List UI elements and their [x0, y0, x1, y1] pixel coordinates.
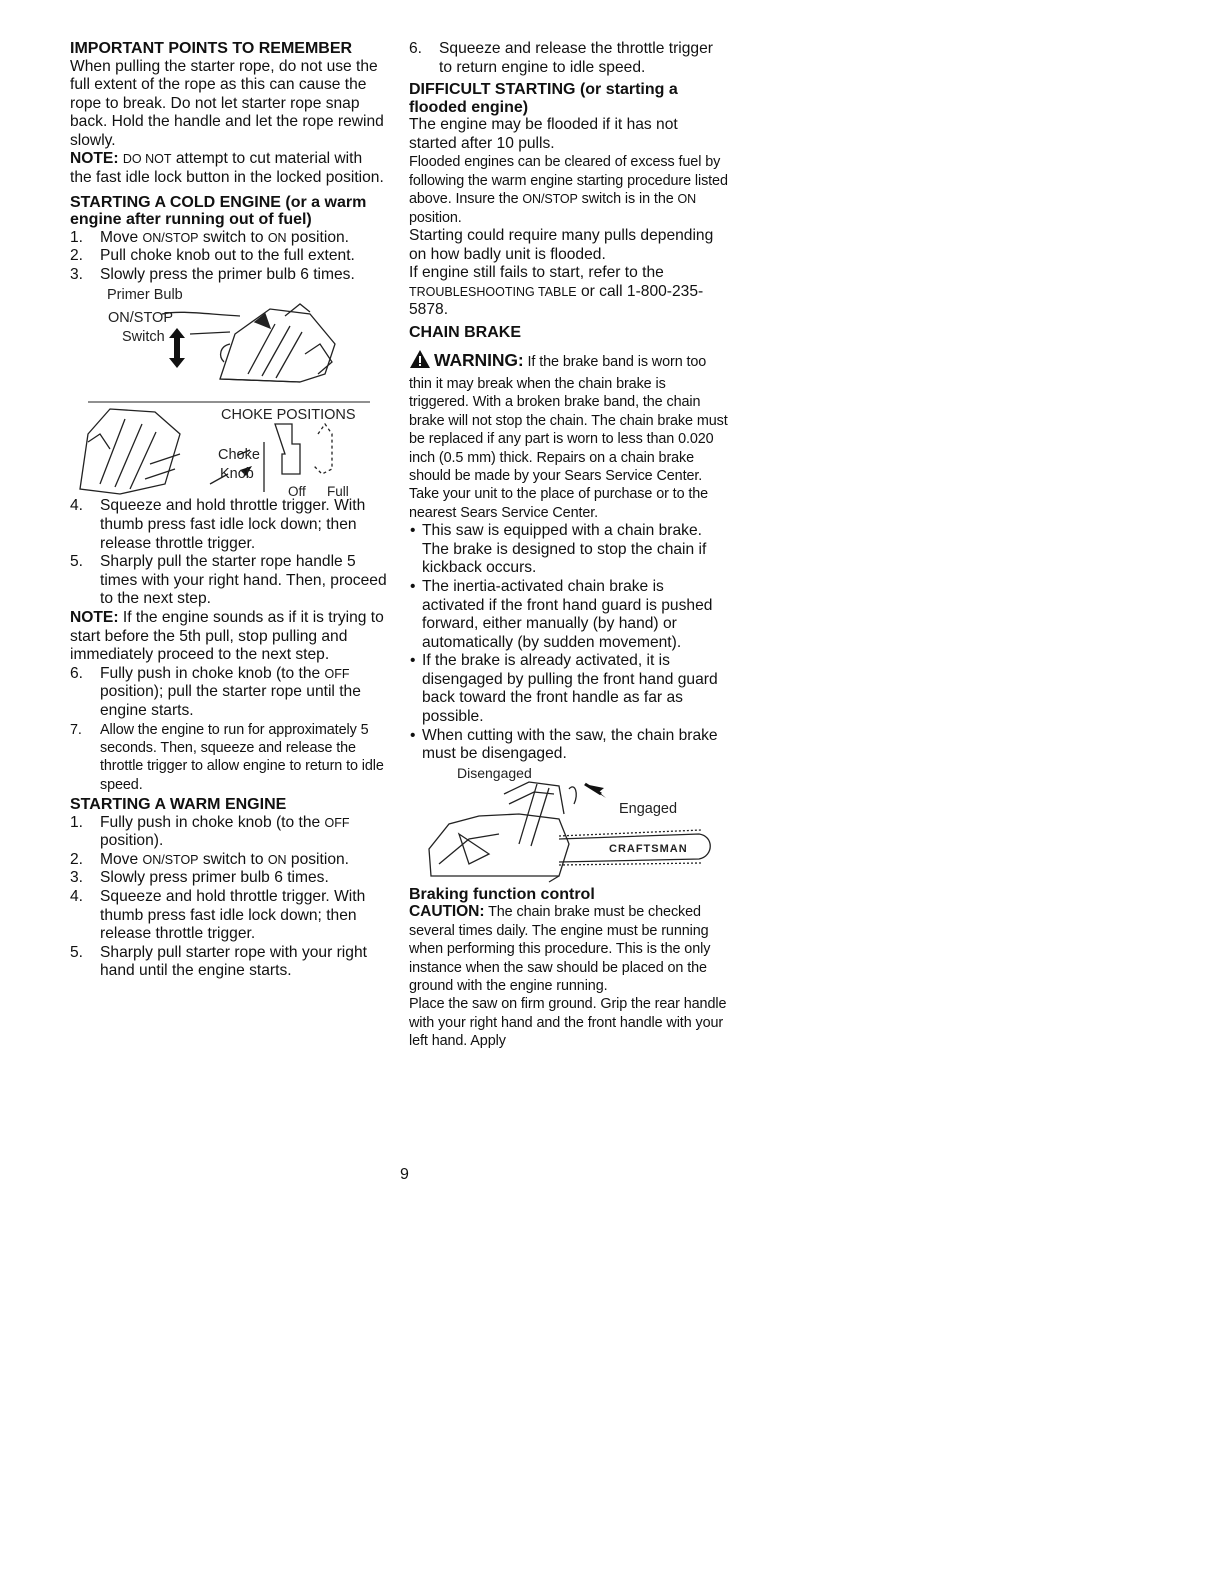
step-text: position. — [286, 850, 349, 868]
cold-engine-heading: STARTING A COLD ENGINE (or a warm engine after running out of fuel) — [70, 193, 367, 229]
list-item — [70, 229, 388, 248]
chain-brake-warning — [409, 349, 729, 522]
chain-brake-figure — [409, 764, 729, 886]
note-smallcaps: DO NOT — [122, 152, 172, 167]
choke-positions-label: CHOKE POSITIONS — [221, 407, 356, 424]
list-item — [70, 851, 388, 870]
step-number: 5. — [70, 553, 84, 571]
para-text: position. — [409, 209, 462, 226]
step-smallcaps: ON/STOP — [142, 230, 199, 245]
bullet-text: This saw is equipped with a chain brake. The brake is designed to stop the chain if kickback occurs. — [422, 522, 707, 577]
bullet-text: The inertia-activated chain brake is activated if the front hand guard is pushed forward, either manually (by hand) or automatically (by sudden movement). — [422, 577, 713, 651]
step-text: switch to — [198, 228, 268, 246]
step-number: 5. — [70, 943, 84, 961]
step-smallcaps: OFF — [324, 666, 350, 681]
step-text: switch to — [198, 850, 268, 868]
list-item — [70, 888, 388, 944]
bullet: • — [410, 726, 416, 744]
step-number: 4. — [70, 497, 84, 515]
step-number: 2. — [70, 850, 84, 868]
step-smallcaps: ON — [267, 230, 287, 245]
important-heading: IMPORTANT POINTS TO REMEMBER — [70, 40, 353, 57]
chain-brake-heading: CHAIN BRAKE — [409, 323, 521, 341]
list-item — [409, 40, 729, 77]
step-text: Sharply pull the starter rope handle 5 times with your right hand. Then, proceed to the next step. — [100, 553, 387, 608]
step-number: 1. — [70, 228, 84, 246]
list-item — [409, 652, 729, 726]
step-number: 1. — [70, 813, 84, 831]
cold-steps-list-a — [70, 229, 388, 285]
para-text: switch is in the — [577, 191, 678, 208]
step-text: Slowly press the primer bulb 6 times. — [100, 265, 355, 283]
caution-label: CAUTION: — [409, 903, 485, 921]
list-item — [409, 522, 729, 578]
list-item — [70, 721, 388, 795]
starting-controls-figure — [70, 284, 388, 500]
choke-off-label: Off — [288, 484, 306, 500]
para-text: If engine still fails to start, refer to the — [409, 264, 664, 282]
important-paragraph: When pulling the starter rope, do not use the full extent of the rope as this can cause the rope to break. Do not let starter rope snap back. Hold the handle and let the rope rewind slowly. — [70, 57, 384, 149]
list-item — [70, 944, 388, 981]
step-text: Squeeze and release the throttle trigger to return engine to idle speed. — [439, 40, 713, 76]
difficult-starting-heading: DIFFICULT STARTING (or starting a flooded engine) — [409, 81, 678, 116]
warm-steps-list — [70, 814, 388, 981]
braking-function-heading: Braking function control — [409, 885, 595, 903]
warning-text: If the brake band is worn too thin it may break when the chain brake is triggered. With a broken brake band, the chain brake will not stop the chain. The chain brake must be replaced if any part is worn to less than 0.020 inch (0.5 mm) thick. Repairs on a chain brake should be made by your Sears Service Center. Take your unit to the place of purchase or to the nearest Sears Service Center. — [409, 354, 728, 521]
warm-engine-heading: STARTING A WARM ENGINE — [70, 796, 287, 814]
warm-steps-continued — [409, 40, 729, 77]
step-smallcaps: OFF — [324, 815, 350, 830]
chain-brake-bullets — [409, 522, 729, 764]
difficult-para-2 — [409, 153, 729, 227]
difficult-para-4 — [409, 264, 729, 320]
list-item — [409, 578, 729, 652]
step-number: 2. — [70, 247, 84, 265]
note-text: If the engine sounds as if it is trying to start before the 5th pull, stop pulling and immediately proceed to the next step. — [70, 609, 384, 664]
step-text: Pull choke knob out to the full extent. — [100, 247, 355, 265]
note-fifth-pull — [70, 609, 388, 665]
cold-steps-list-c — [70, 665, 388, 794]
switch-label: Switch — [122, 329, 165, 346]
step-number: 4. — [70, 888, 84, 906]
choke-label: Choke — [218, 447, 260, 464]
difficult-para-3: Starting could require many pulls depending on how badly unit is flooded. — [409, 227, 714, 263]
note-label: NOTE: — [70, 609, 119, 626]
step-number: 6. — [70, 664, 84, 682]
list-item — [70, 553, 388, 609]
step-text: Sharply pull starter rope with your right hand until the engine starts. — [100, 943, 367, 980]
left-column — [70, 40, 388, 981]
list-item — [70, 247, 388, 266]
choke-full-label: Full — [327, 484, 349, 500]
step-text: Allow the engine to run for approximately 5 seconds. Then, squeeze and release the throttle trigger to allow engine to return to idle speed. — [100, 721, 384, 793]
step-text: position); pull the starter rope until the engine starts. — [100, 683, 361, 719]
list-item — [70, 497, 388, 553]
step-text: Squeeze and hold throttle trigger. With thumb press fast idle lock down; then release throttle trigger. — [100, 497, 366, 552]
cold-steps-list-b — [70, 497, 388, 609]
step-smallcaps: ON/STOP — [142, 852, 199, 867]
troubleshooting-table-ref: TROUBLESHOOTING TABLE — [409, 284, 577, 299]
bullet: • — [410, 522, 416, 540]
para-smallcaps: ON/STOP — [522, 192, 578, 207]
para-text: or call 1-800-235-5878. — [409, 282, 704, 319]
step-number: 3. — [70, 265, 84, 283]
step-number: 6. — [409, 40, 423, 57]
right-column — [409, 40, 729, 1051]
step-text: Fully push in choke knob (to the — [100, 664, 325, 682]
onstop-label: ON/STOP — [108, 310, 173, 327]
knob-label: Knob — [220, 466, 254, 483]
step-text: Squeeze and hold throttle trigger. With thumb press fast idle lock down; then release throttle trigger. — [100, 888, 366, 943]
difficult-para-1: The engine may be flooded if it has not started after 10 pulls. — [409, 116, 678, 152]
step-text: Move — [100, 228, 143, 246]
caution-text: The chain brake must be checked several times daily. The engine must be running when performing this procedure. This is the only instance when the saw should be placed on the ground with the engine running. — [409, 904, 711, 994]
bullet-text: When cutting with the saw, the chain brake must be disengaged. — [422, 726, 718, 763]
step-text: position. — [286, 228, 349, 246]
disengaged-label: Disengaged — [457, 764, 532, 781]
page-number: 9 — [400, 1166, 409, 1183]
step-text: Slowly press primer bulb 6 times. — [100, 869, 329, 887]
warning-triangle-icon — [409, 349, 431, 374]
engaged-label: Engaged — [619, 800, 678, 817]
bullet: • — [410, 652, 416, 670]
note-label: NOTE: — [70, 150, 119, 168]
warning-label: WARNING: — [434, 350, 524, 371]
primer-bulb-label: Primer Bulb — [107, 287, 183, 304]
list-item — [70, 869, 388, 888]
caution-paragraph — [409, 903, 729, 995]
note-text: attempt to cut material with the fast idle lock button in the locked position. — [70, 150, 384, 187]
place-saw-paragraph: Place the saw on firm ground. Grip the rear handle with your right hand and the front handle with your left hand. Apply — [409, 996, 727, 1050]
list-item — [70, 814, 388, 851]
note-fast-idle — [70, 150, 388, 187]
step-number: 3. — [70, 869, 84, 887]
brand-logo-text: CRAFTSMAN — [609, 842, 688, 855]
step-number: 7. — [70, 721, 82, 738]
list-item — [70, 665, 388, 721]
step-smallcaps: ON — [267, 852, 287, 867]
bullet: • — [410, 577, 416, 595]
bullet-text: If the brake is already activated, it is disengaged by pulling the front hand guard back toward the front handle as far as possible. — [422, 652, 718, 726]
step-text: Fully push in choke knob (to the — [100, 813, 325, 831]
list-item — [409, 727, 729, 764]
list-item — [70, 266, 388, 285]
para-smallcaps: ON — [677, 192, 697, 207]
step-text: position). — [100, 832, 164, 850]
step-text: Move — [100, 850, 143, 868]
para-text: Flooded engines can be cleared of excess fuel by following the warm engine starting procedure listed above. Insure the — [409, 154, 728, 208]
